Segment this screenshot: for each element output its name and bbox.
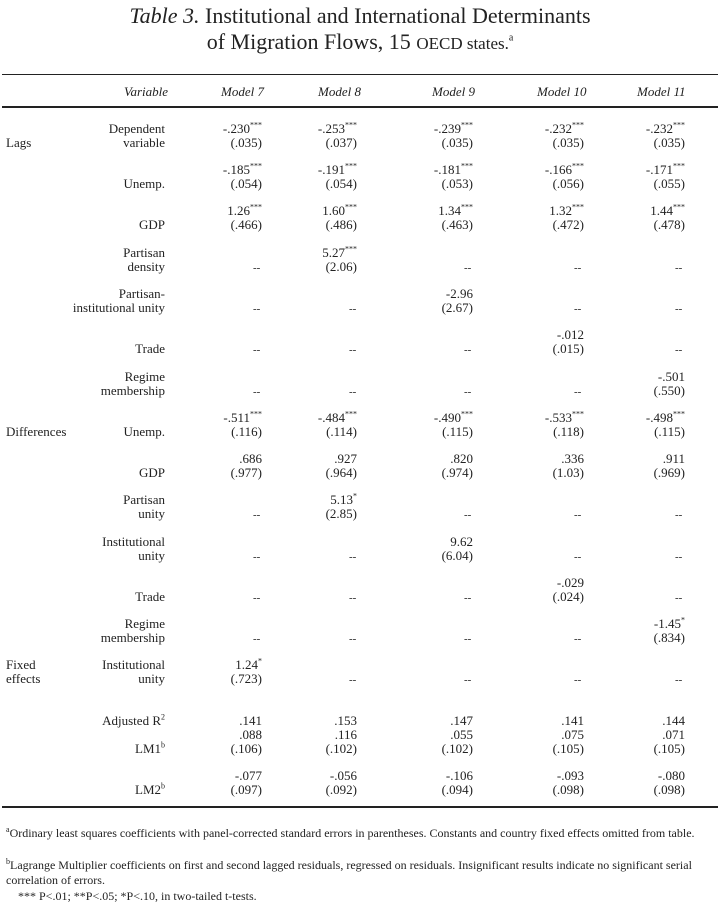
standard-error: (.118) [553,424,584,439]
significance-stars: *** [572,161,584,171]
significance-stars: *** [673,409,685,419]
coefficient-value [549,204,584,218]
variable-label [40,466,165,480]
coefficient-value [434,122,473,136]
title-line-2 [0,29,720,57]
coefficient-value [658,370,685,384]
standard-error: (.486) [325,217,357,232]
coefficient-value [438,204,473,218]
variable-line: unity [138,506,165,521]
header-rule [2,106,718,108]
variable-label [40,658,165,686]
coefficient-number: 1.44 [650,203,673,218]
coefficient-number: 1.60 [322,203,345,218]
empty-cell-dash: -- [349,303,357,315]
variable-line: institutional unity [72,300,165,315]
coefficient-number: -.533 [544,410,572,425]
coefficient-cell: .153 [334,713,357,728]
variable-label [40,742,165,756]
coefficient-number: .071 [662,727,685,742]
significance-stars: *** [250,202,262,212]
empty-cell-dash: -- [675,674,683,686]
coefficient-value [650,204,685,218]
significance-stars: *** [673,161,685,171]
table-title [0,0,720,57]
empty-cell-dash: -- [464,344,472,356]
significance-stars: *** [572,202,584,212]
variable-label [40,425,165,439]
empty-cell-dash: -- [675,551,683,563]
significance-stars: *** [461,202,473,212]
coefficient-value [646,163,685,177]
coefficient-number: -.077 [234,768,262,783]
variable-label [40,714,165,728]
coefficient-value [318,411,357,425]
footnote-b-text: Lagrange Multiplier coefficients on first and second lagged residuals, regressed on residuals. Insignificant results indicate no significant serial correlation of errors. [6,858,692,887]
variable-line: unity [138,671,165,686]
coefficient-number: .927 [334,451,357,466]
header-model-9: Model 9 [432,84,475,99]
coefficient-number: 1.24 [235,657,258,672]
significance-stars: * [353,491,357,501]
standard-error: (.037) [325,135,357,150]
coefficient-number: -.080 [657,768,685,783]
coefficient-number: 9.62 [450,534,473,549]
row-group-label: Lags [6,135,32,150]
standard-error: (.106) [230,741,262,756]
variable-line: density [127,259,165,274]
table-label: Table 3. [129,3,200,28]
coefficient-number: 1.32 [549,203,572,218]
coefficient-value [545,122,584,136]
significance-stars: *** [673,120,685,130]
significance-stars: *** [673,202,685,212]
row-group-label [6,658,40,686]
coefficient-number: -.232 [645,121,673,136]
coefficient-number: -1.45 [653,616,681,631]
coefficient-cell: .141 [239,713,262,728]
empty-cell-dash: -- [574,262,582,274]
coefficient-value [434,163,473,177]
variable-label [40,370,165,398]
variable-line: Unemp. [123,424,165,439]
variable-line: Unemp. [123,176,165,191]
standard-error: (.035) [441,135,473,150]
coefficient-value [330,769,357,783]
coefficient-value [322,246,357,260]
variable-line: Partisan [123,492,165,507]
standard-error: (6.04) [441,548,473,563]
coefficient-value [434,411,473,425]
coefficient-value [450,452,473,466]
header-model-7: Model 7 [221,84,264,99]
coefficient-cell: .144 [662,713,685,728]
empty-cell-dash: -- [675,592,683,604]
empty-cell-dash: -- [253,509,261,521]
coefficient-value [239,728,262,742]
coefficient-value [557,328,584,342]
standard-error: (.115) [442,424,473,439]
standard-error: (.723) [230,671,262,686]
footnote-a [6,826,716,841]
significance-stars: *** [461,161,473,171]
coefficient-value [322,204,357,218]
row-group-label: Differences [6,424,67,439]
standard-error: (.463) [441,217,473,232]
variable-line: Institutional [102,534,165,549]
coefficient-value [223,411,262,425]
variable-superscript: 2 [161,712,165,722]
coefficient-number: -.191 [317,162,345,177]
header-variable: Variable [124,84,169,99]
footnote-a-text: Ordinary least squares coefficients with panel-corrected standard errors in parentheses. Constants and country fixed effects omitted from table. [9,826,695,840]
standard-error: (.053) [441,176,473,191]
coefficient-number: -.232 [544,121,572,136]
standard-error: (2.67) [441,300,473,315]
coefficient-number: -.093 [556,768,584,783]
empty-cell-dash: -- [464,592,472,604]
standard-error: (2.06) [325,259,357,274]
coefficient-value [223,163,262,177]
empty-cell-dash: -- [574,674,582,686]
empty-cell-dash: -- [349,633,357,645]
variable-text: LM1 [135,741,161,756]
coefficient-value [663,452,685,466]
standard-error: (.035) [552,135,584,150]
coefficient-value [646,411,685,425]
significance-stars: *** [345,244,357,254]
coefficient-number: -.230 [222,121,250,136]
coefficient-value [334,452,357,466]
header-model-11: Model 11 [637,84,686,99]
coefficient-value [223,122,262,136]
empty-cell-dash: -- [675,509,683,521]
coefficient-cell: .147 [450,713,473,728]
variable-line: GDP [138,465,165,480]
coefficient-number: .686 [239,451,262,466]
coefficient-value [646,122,685,136]
standard-error: (.097) [230,782,262,797]
variable-text: Adjusted R [102,713,161,728]
variable-text: LM2 [135,782,161,797]
empty-cell-dash: -- [464,386,472,398]
coefficient-value [557,769,584,783]
variable-label [40,287,165,315]
row-group-line: Fixed [6,657,36,672]
empty-cell-dash: -- [349,592,357,604]
empty-cell-dash: -- [574,386,582,398]
coefficient-cell: .141 [561,713,584,728]
significance-stars: * [258,656,262,666]
coefficient-value [654,617,685,631]
empty-cell-dash: -- [349,344,357,356]
standard-error: (.964) [325,465,357,480]
coefficient-number: -.166 [544,162,572,177]
empty-cell-dash: -- [675,344,683,356]
coefficient-number: 1.34 [438,203,461,218]
standard-error: (.114) [326,424,357,439]
significance-stars: *** [250,120,262,130]
significance-stars: *** [250,161,262,171]
empty-cell-dash: -- [464,262,472,274]
coefficient-number: -.511 [223,410,250,425]
title-footnote-mark: a [508,32,514,44]
standard-error: (2.85) [325,506,357,521]
variable-line: Institutional [102,657,165,672]
coefficient-number: -.239 [433,121,461,136]
coefficient-number: -.501 [657,369,685,384]
empty-cell-dash: -- [464,509,472,521]
coefficient-number: .820 [450,451,473,466]
empty-cell-dash: -- [574,633,582,645]
variable-line: membership [100,383,165,398]
coefficient-number: .911 [662,451,685,466]
coefficient-value [450,535,473,549]
empty-cell-dash: -- [574,551,582,563]
standard-error: (.092) [325,782,357,797]
standard-error: (.977) [230,465,262,480]
standard-error: (.834) [653,630,685,645]
variable-label [40,617,165,645]
header-model-8: Model 8 [318,84,361,99]
significance-stars: * [681,615,685,625]
variable-line: GDP [138,217,165,232]
variable-line: Trade [135,341,165,356]
coefficient-value [335,728,357,742]
significance-stars: *** [345,202,357,212]
variable-label [40,122,165,150]
coefficient-number: -.012 [556,327,584,342]
empty-cell-dash: -- [253,386,261,398]
coefficient-value [227,204,262,218]
empty-cell-dash: -- [253,633,261,645]
empty-cell-dash: -- [349,386,357,398]
standard-error: (.102) [441,741,473,756]
variable-label [40,535,165,563]
coefficient-value [545,163,584,177]
coefficient-number: .075 [561,727,584,742]
empty-cell-dash: -- [253,303,261,315]
coefficient-value [318,163,357,177]
empty-cell-dash: -- [253,551,261,563]
row-group-line: effects [6,671,41,686]
coefficient-value [557,576,584,590]
coefficient-value [239,452,262,466]
bottom-rule [2,806,718,808]
standard-error: (.035) [230,135,262,150]
variable-line: variable [123,135,165,150]
coefficient-number: -.484 [317,410,345,425]
standard-error: (.974) [441,465,473,480]
empty-cell-dash: -- [349,674,357,686]
coefficient-number: -.490 [433,410,461,425]
standard-error: (.035) [653,135,685,150]
standard-error: (.102) [325,741,357,756]
standard-error: (.015) [552,341,584,356]
empty-cell-dash: -- [464,633,472,645]
variable-label [40,246,165,274]
coefficient-value [235,769,262,783]
coefficient-value [561,452,584,466]
coefficient-value [330,493,357,507]
empty-cell-dash: -- [574,509,582,521]
empty-cell-dash: -- [253,344,261,356]
footnote-b-mark: b [6,857,10,866]
standard-error: (.054) [325,176,357,191]
coefficient-value [318,122,357,136]
coefficient-number: -.181 [433,162,461,177]
coefficient-number: .116 [334,727,357,742]
standard-error: (.094) [441,782,473,797]
significance-stars: *** [250,409,262,419]
footnote-b [6,858,716,888]
coefficient-value [662,728,685,742]
coefficient-number: 5.27 [322,245,345,260]
variable-line: Regime [124,369,165,384]
coefficient-value [235,658,262,672]
variable-label [40,493,165,521]
standard-error: (.550) [653,383,685,398]
standard-error: (.105) [552,741,584,756]
coefficient-number: 5.13 [330,492,353,507]
coefficient-number: -.185 [222,162,250,177]
title-text-2: of Migration Flows, 15 [206,29,411,54]
variable-line: Partisan- [118,286,165,301]
standard-error: (.098) [552,782,584,797]
significance-stars: *** [345,120,357,130]
significance-stars: *** [461,409,473,419]
variable-line: Partisan [123,245,165,260]
empty-cell-dash: -- [253,262,261,274]
standard-error: (.115) [654,424,685,439]
standard-error: (1.03) [552,465,584,480]
variable-superscript: b [161,781,165,791]
coefficient-value [446,287,473,301]
coefficient-number: -.253 [317,121,345,136]
coefficient-number: -.029 [556,575,584,590]
standard-error: (.054) [230,176,262,191]
empty-cell-dash: -- [574,303,582,315]
standard-error: (.969) [653,465,685,480]
variable-label [40,177,165,191]
variable-line: Regime [124,616,165,631]
coefficient-value [561,728,584,742]
variable-label [40,783,165,797]
coefficient-number: .088 [239,727,262,742]
variable-line: unity [138,548,165,563]
significance-stars: *** [345,161,357,171]
title-line-1 [0,3,720,29]
significance-note: *** P<.01; **P<.05; *P<.10, in two-tailed t-tests. [18,889,257,903]
standard-error: (.105) [653,741,685,756]
standard-error: (.055) [653,176,685,191]
title-small-caps: OECD states. [416,34,509,53]
standard-error: (.472) [552,217,584,232]
coefficient-number: -.498 [645,410,673,425]
empty-cell-dash: -- [253,592,261,604]
variable-line: membership [100,630,165,645]
coefficient-number: -2.96 [445,286,473,301]
variable-label [40,218,165,232]
significance-stars: *** [461,120,473,130]
coefficient-value [545,411,584,425]
variable-label [40,590,165,604]
coefficient-value [446,769,473,783]
significance-stars: *** [345,409,357,419]
coefficient-value [658,769,685,783]
coefficient-number: .336 [561,451,584,466]
standard-error: (.056) [552,176,584,191]
coefficient-number: .055 [450,727,473,742]
coefficient-number: -.056 [329,768,357,783]
coefficient-number: -.106 [445,768,473,783]
header-model-10: Model 10 [537,84,587,99]
empty-cell-dash: -- [464,674,472,686]
coefficient-number: -.171 [645,162,673,177]
variable-line: Trade [135,589,165,604]
title-text-1: Institutional and International Determinants [205,3,591,28]
significance-stars: *** [572,120,584,130]
standard-error: (.024) [552,589,584,604]
standard-error: (.116) [231,424,262,439]
empty-cell-dash: -- [675,262,683,274]
variable-line: Dependent [108,121,165,136]
standard-error: (.098) [653,782,685,797]
top-rule [2,74,718,75]
coefficient-number: 1.26 [227,203,250,218]
standard-error: (.466) [230,217,262,232]
significance-stars: *** [572,409,584,419]
footnote-a-mark: a [6,825,10,834]
variable-label [40,342,165,356]
empty-cell-dash: -- [349,551,357,563]
empty-cell-dash: -- [675,303,683,315]
standard-error: (.478) [653,217,685,232]
coefficient-value [450,728,473,742]
variable-superscript: b [161,740,165,750]
